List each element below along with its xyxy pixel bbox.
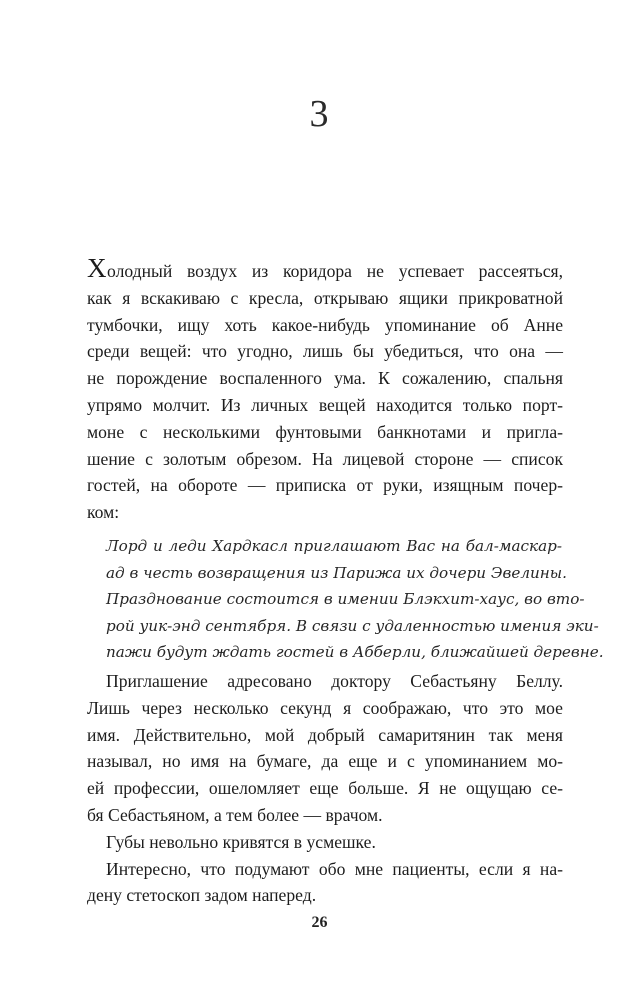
- paragraph-line: ком:: [87, 502, 120, 523]
- invitation-note: [106, 533, 604, 666]
- paragraph-line: упрямо молчит. Из личных вещей находится только порт-: [87, 394, 563, 415]
- paragraph-line: Приглашение адресовано доктору Себастьяну Беллу.: [106, 671, 563, 691]
- chapter-number: 3: [309, 93, 330, 135]
- paragraph-line: среди вещей: что угодно, лишь бы убедиться, что она —: [87, 341, 563, 362]
- paragraph-line: тумбочки, ищу хоть какое-нибудь упоминание об Анне: [87, 314, 563, 335]
- paragraph-line: Холодный воздух из коридора не успевает рассеяться,: [87, 253, 563, 283]
- continuation-paragraphs: [87, 668, 563, 909]
- paragraph-line: шение с золотым обрезом. На лицевой стороне — список: [87, 448, 563, 469]
- note-line: рой уик-энд сентября. В связи с удаленностью имения эки-: [106, 616, 599, 635]
- paragraph-line: Интересно, что подумают обо мне пациенты, если я на-: [106, 858, 563, 879]
- note-line: пажи будут ждать гостей в Абберли, ближайшей деревне.: [106, 643, 604, 662]
- paragraph-line: не порождение воспаленного ума. К сожалению, спальня: [87, 368, 563, 389]
- paragraph-line: моне с несколькими фунтовыми банкнотами и пригла-: [87, 421, 563, 442]
- opening-paragraph: [87, 253, 563, 526]
- paragraph-line: ей профессии, ошеломляет еще больше. Я не ощущаю се-: [87, 778, 563, 799]
- paragraph-line: называл, но имя на бумаге, да еще и с упоминанием мо-: [87, 751, 563, 772]
- page-number: 26: [311, 914, 328, 931]
- note-line: ад в честь возвращения из Парижа их дочери Эвелины.: [106, 563, 568, 582]
- paragraph-line: гостей, на обороте — приписка от руки, изящным почер-: [87, 475, 563, 496]
- note-line: Лорд и леди Хардкасл приглашают Вас на бал-маскар-: [106, 537, 562, 555]
- paragraph-line: Лишь через несколько секунд я соображаю, что это мое: [87, 697, 563, 718]
- drop-cap: Х: [87, 253, 107, 283]
- note-line: Празднование состоится в имении Блэкхит-хаус, во вто-: [106, 590, 585, 609]
- paragraph-line: как я вскакиваю с кресла, открываю ящики прикроватной: [87, 287, 563, 308]
- paragraph-line: имя. Действительно, мой добрый самаритянин так меня: [87, 724, 563, 745]
- paragraph-line: дену стетоскоп задом наперед.: [87, 885, 317, 906]
- paragraph-line: Губы невольно кривятся в усмешке.: [106, 831, 376, 852]
- paragraph-line: бя Себастьяном, а тем более — врачом.: [87, 804, 383, 825]
